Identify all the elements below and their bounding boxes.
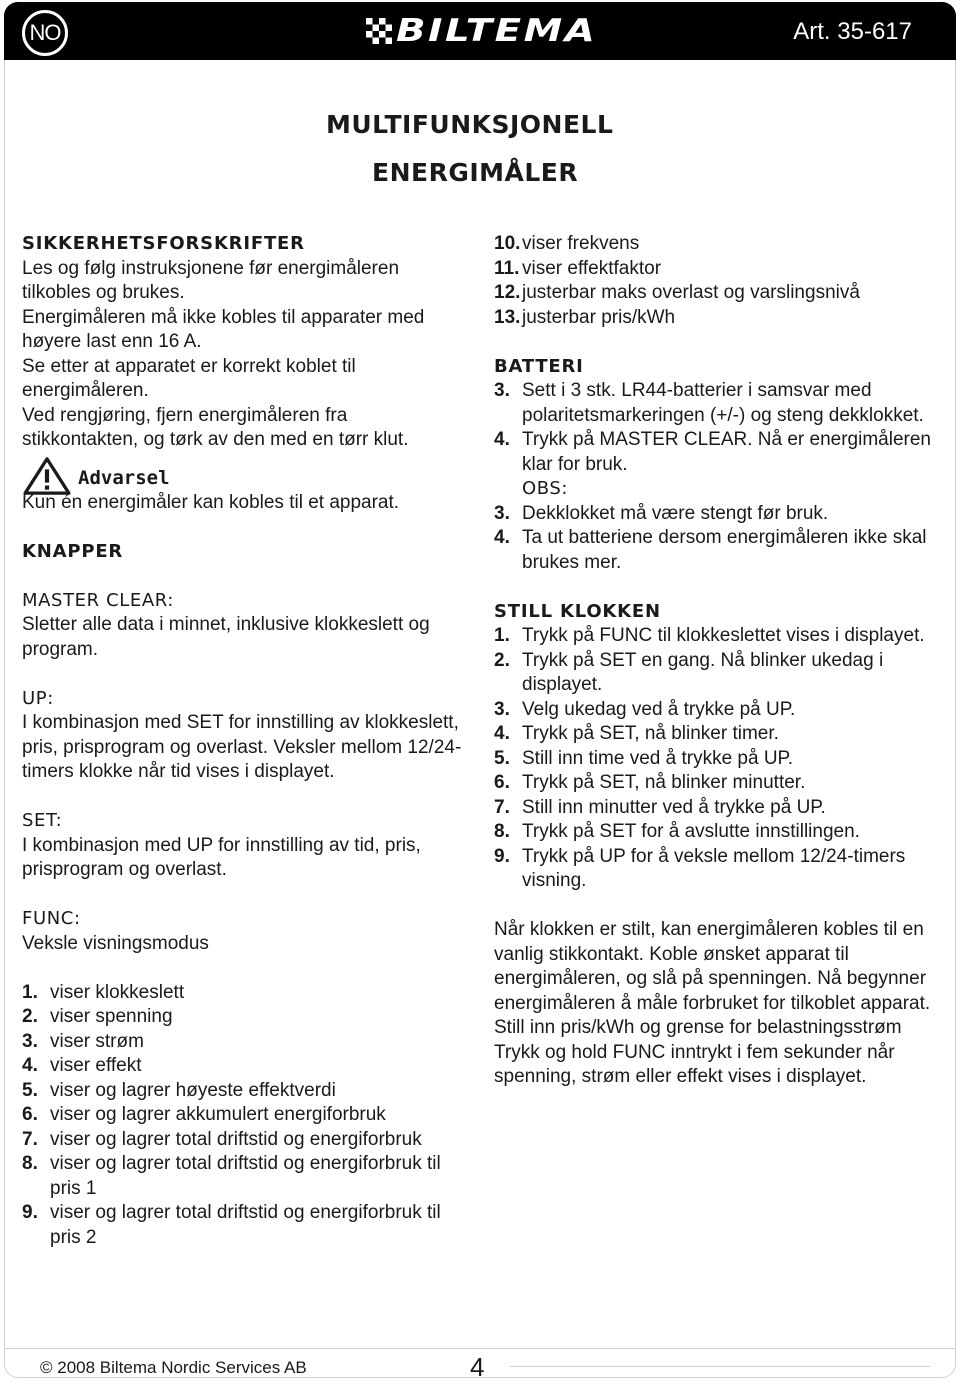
- list-item: 3. Velg ukedag ved å trykke på UP.: [494, 698, 796, 720]
- checkered-flag-icon: [366, 18, 392, 44]
- list-item: 8. Trykk på SET for å avslutte innstillingen.: [494, 821, 860, 842]
- page-title-line-2: ENERGIMÅLER: [372, 158, 579, 187]
- right-column: [494, 232, 934, 1090]
- list-item: 2. viser spenning: [22, 1006, 173, 1027]
- list-item: 3. Dekklokket må være stengt før bruk.: [494, 502, 829, 524]
- clock-list: [494, 624, 934, 894]
- safety-text: Les og følg instruksjonene før energimåleren tilkobles og brukes.: [22, 257, 400, 303]
- footer-divider: [4, 1348, 956, 1349]
- safety-heading: SIKKERHETSFORSKRIFTER: [22, 233, 305, 254]
- list-item: 4. Ta ut batteriene dersom energimåleren ikke skal brukes mer.: [494, 527, 927, 573]
- list-item: 4. Trykk på MASTER CLEAR. Nå er energimåleren klar for bruk.: [494, 429, 931, 475]
- article-number: Art. 35-617: [793, 18, 912, 45]
- price-text: Still inn pris/kWh og grense for belastningsstrøm: [494, 1017, 902, 1038]
- list-item: 5. viser og lagrer høyeste effektverdi: [22, 1079, 336, 1101]
- page-title-line-1: MULTIFUNKSJONELL: [326, 110, 614, 139]
- up-label: UP:: [22, 687, 54, 709]
- footer-copyright: © 2008 Biltema Nordic Services AB: [40, 1358, 307, 1377]
- list-item: 9. Trykk på UP for å veksle mellom 12/24-timers visning.: [494, 845, 906, 891]
- warning-triangle-icon: [22, 457, 72, 495]
- list-item: 12. justerbar maks overlast og varslingsnivå: [494, 282, 860, 303]
- func-text: Veksle visningsmodus: [22, 932, 209, 954]
- list-item: 6. Trykk på SET, nå blinker minutter.: [494, 772, 806, 793]
- list-item: 2. Trykk på SET en gang. Nå blinker ukedag i displayet.: [494, 649, 884, 695]
- after-clock-text: Når klokken er stilt, kan energimåleren kobles til en vanlig stikkontakt. Koble ønsket apparat til energimåleren, og slå på spenningen. Nå begynner energimåleren å måle forbruket for tilkoblet apparat.: [494, 919, 931, 1014]
- warning-text: Kun én energimåler kan kobles til et apparat.: [22, 491, 400, 513]
- battery-list: [494, 379, 934, 477]
- warning-row: [22, 465, 462, 491]
- buttons-heading: KNAPPER: [22, 540, 124, 562]
- page-number: 4: [470, 1352, 485, 1382]
- obs-list: [494, 502, 934, 576]
- list-item: 1. viser klokkeslett: [22, 981, 185, 1003]
- set-label: SET:: [22, 810, 63, 831]
- up-text: I kombinasjon med SET for innstilling av klokkeslett, pris, prisprogram og overlast. Veksler mellom 12/24-timers klokke når tid vises i displayet.: [22, 712, 462, 782]
- list-item: 4. Trykk på SET, nå blinker timer.: [494, 723, 779, 744]
- list-item: 9. viser og lagrer total driftstid og energiforbruk til pris 2: [22, 1202, 441, 1248]
- list-item: 13. justerbar pris/kWh: [494, 306, 676, 328]
- header-bar: [4, 2, 956, 60]
- list-item: 10. viser frekvens: [494, 233, 640, 254]
- hold-func-text: Trykk og hold FUNC inntrykt i fem sekunder når spenning, strøm eller effekt vises i displayet.: [494, 1041, 895, 1087]
- list-item: 6. viser og lagrer akkumulert energiforbruk: [22, 1104, 386, 1125]
- language-badge: NO: [22, 10, 68, 56]
- list-item: 8. viser og lagrer total driftstid og energiforbruk til pris 1: [22, 1153, 441, 1199]
- brand-name: BILTEMA: [396, 13, 598, 49]
- safety-text: Se etter at apparatet er korrekt koblet til energimåleren.: [22, 355, 356, 401]
- master-clear-label: MASTER CLEAR:: [22, 589, 174, 611]
- left-column: [22, 232, 462, 1250]
- master-clear-text: Sletter alle data i minnet, inklusive klokkeslett og program.: [22, 614, 430, 660]
- clock-heading: STILL KLOKKEN: [494, 600, 661, 622]
- list-item: 3. Sett i 3 stk. LR44-batterier i samsvar med polaritetsmarkeringen (+/-) og steng dekklokket.: [494, 380, 924, 426]
- list-item: 3. viser strøm: [22, 1030, 144, 1052]
- list-item: 4. viser effekt: [22, 1055, 142, 1076]
- list-item: 7. viser og lagrer total driftstid og energiforbruk: [22, 1128, 422, 1150]
- safety-text: Ved rengjøring, fjern energimåleren fra stikkontakten, og tørk av den med en tørr klut.: [22, 404, 409, 450]
- list-item: 11. viser effektfaktor: [494, 257, 662, 279]
- battery-heading: BATTERI: [494, 355, 584, 377]
- set-text: I kombinasjon med UP for innstilling av tid, pris, prisprogram og overlast.: [22, 834, 421, 880]
- func-list-continued: [494, 232, 934, 330]
- warning-label: Advarsel: [78, 467, 170, 489]
- brand-logo: [366, 13, 598, 49]
- list-item: 5. Still inn time ved å trykke på UP.: [494, 747, 794, 769]
- safety-text: Energimåleren må ikke kobles til apparater med høyere last enn 16 A.: [22, 306, 425, 352]
- obs-label: OBS:: [522, 478, 569, 499]
- list-item: 7. Still inn minutter ved å trykke på UP.: [494, 796, 826, 818]
- list-item: 1. Trykk på FUNC til klokkeslettet vises i displayet.: [494, 625, 925, 646]
- footer-rule: [510, 1366, 930, 1367]
- func-label: FUNC:: [22, 908, 81, 929]
- func-list: [22, 981, 462, 1251]
